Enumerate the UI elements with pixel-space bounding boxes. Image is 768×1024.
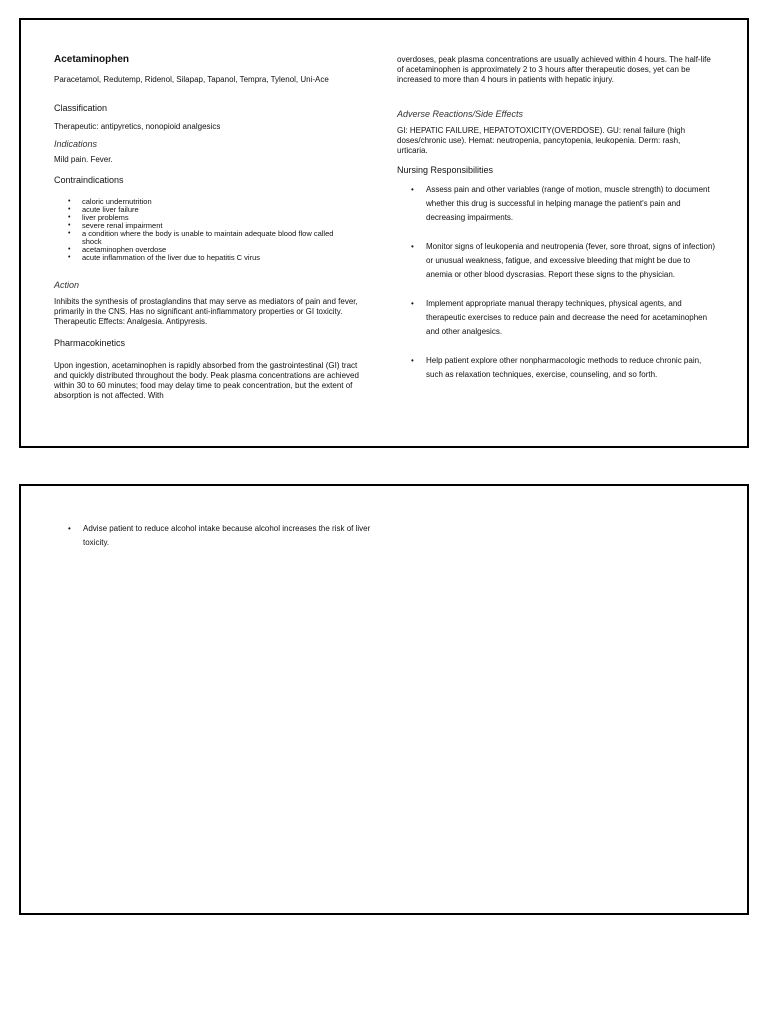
- list-item: • Help patient explore other nonpharmacologic methods to reduce chronic pain, such as relaxation techniques, exercise, counseling, and so forth.: [397, 354, 717, 382]
- drug-card-page-2: [19, 484, 749, 915]
- contraindications-list: [54, 198, 354, 262]
- adverse-text: GI: HEPATIC FAILURE, HEPATOTOXICITY(OVERDOSE). GU: renal failure (high doses/chronic use). Hemat: neutropenia, pancytopenia, leukopenia. Derm: rash, urticaria.: [397, 126, 686, 155]
- list-item: • a condition where the body is unable to maintain adequate blood flow called shock: [54, 230, 354, 246]
- nursing-heading: Nursing Responsibilities: [397, 165, 494, 175]
- list-item: • Implement appropriate manual therapy techniques, physical agents, and therapeutic exercises to reduce pain and decrease the need for acetaminophen and other analgesics.: [397, 297, 717, 339]
- nursing-list: [397, 183, 717, 397]
- pharmacokinetics-text: Upon ingestion, acetaminophen is rapidly absorbed from the gastrointestinal (GI) tract and quickly distributed throughout the body. Peak plasma concentrations are achieved within 30 to 60 minutes; food may delay time to peak concentration, but the extent of absorption is not affected. With: [54, 361, 359, 400]
- classification-heading: Classification: [54, 103, 108, 113]
- action-heading: Action: [54, 280, 80, 290]
- list-item: • acetaminophen overdose: [54, 246, 354, 254]
- action-text: Inhibits the synthesis of prostaglandins that may serve as mediators of pain and fever, primarily in the CNS. Has no significant anti-inflammatory properties or GI toxicity. Therapeutic Effects: Analgesia. Antipyresis.: [54, 297, 358, 326]
- list-item: • Advise patient to reduce alcohol intake because alcohol increases the risk of liver toxicity.: [54, 522, 374, 550]
- drug-card-page-1: [19, 18, 749, 448]
- list-item: • caloric undernutrition: [54, 198, 354, 206]
- list-item: • Monitor signs of leukopenia and neutropenia (fever, sore throat, signs of infection) or unusual weakness, fatigue, and excessive bleeding that might be due to anemia or other blood dyscrasias. Report these signs to the physician.: [397, 240, 717, 282]
- classification-text: Therapeutic: antipyretics, nonopioid analgesics: [54, 122, 221, 131]
- pharmacokinetics-continued: overdoses, peak plasma concentrations are usually achieved within 4 hours. The half-life of acetaminophen is approximately 2 to 3 hours after therapeutic doses, yet can be increased to more than 4 hours in patients with hepatic injury.: [397, 55, 711, 84]
- list-item: • acute inflammation of the liver due to hepatitis C virus: [54, 254, 354, 262]
- brand-names: Paracetamol, Redutemp, Ridenol, Silapap, Tapanol, Tempra, Tylenol, Uni-Ace: [54, 75, 329, 84]
- nursing-list: [54, 522, 374, 565]
- list-item: • severe renal impairment: [54, 222, 354, 230]
- indications-text: Mild pain. Fever.: [54, 155, 113, 164]
- list-item: • liver problems: [54, 214, 354, 222]
- list-item: • Assess pain and other variables (range of motion, muscle strength) to document whether this drug is successful in helping manage the patient's pain and decreasing impairments.: [397, 183, 717, 225]
- drug-title: Acetaminophen: [54, 54, 130, 65]
- contraindications-heading: Contraindications: [54, 175, 124, 185]
- list-item: • acute liver failure: [54, 206, 354, 214]
- adverse-heading: Adverse Reactions/Side Effects: [397, 109, 524, 119]
- pharmacokinetics-heading: Pharmacokinetics: [54, 338, 126, 348]
- indications-heading: Indications: [54, 139, 98, 149]
